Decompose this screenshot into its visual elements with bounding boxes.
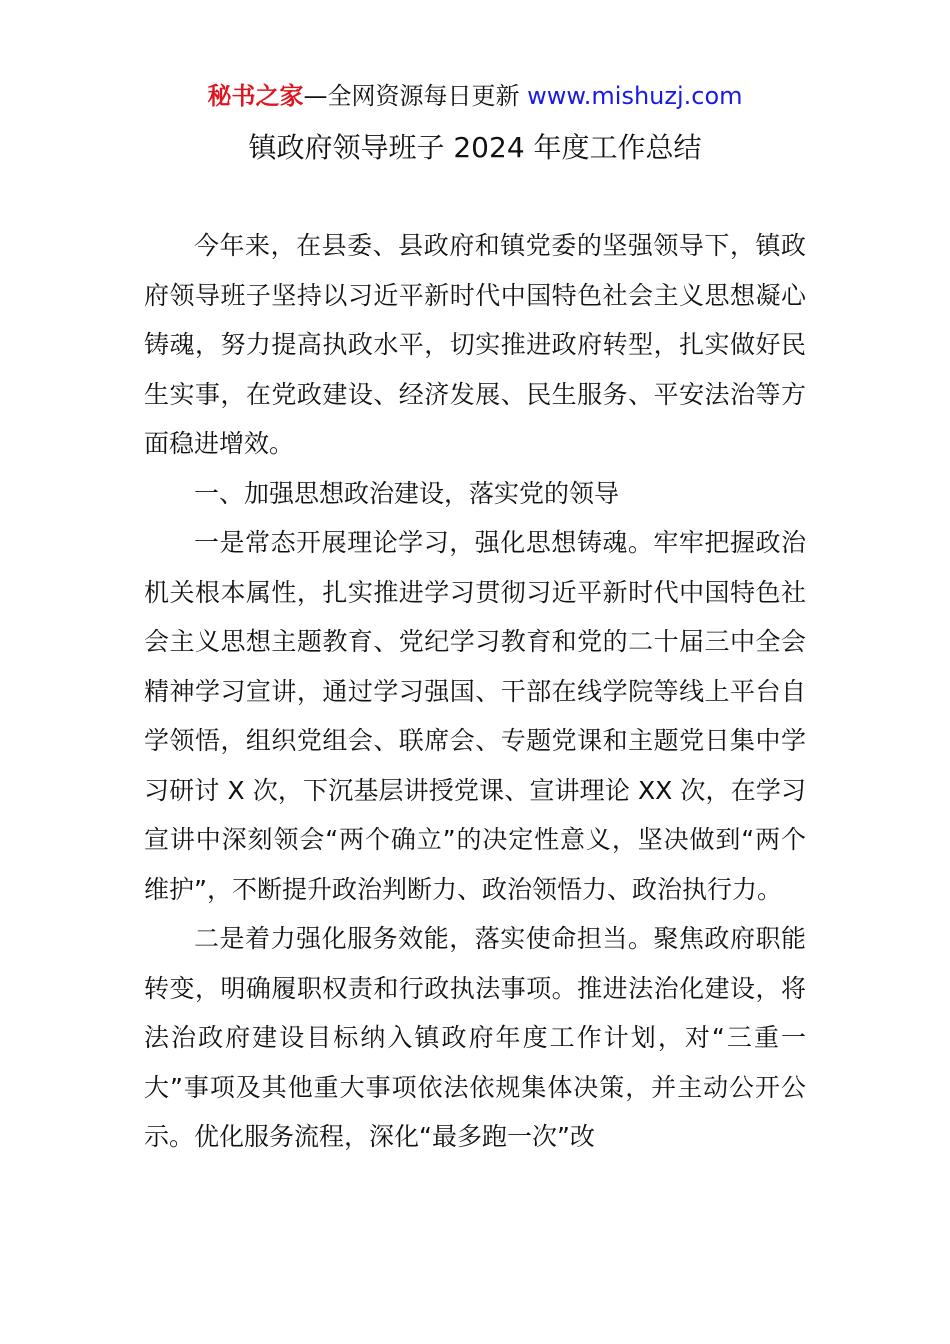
site-url-link[interactable]: www.mishuzj.com [519, 82, 743, 110]
section-heading: 一、加强思想政治建设，落实党的领导 [194, 478, 620, 508]
body-paragraph: 一是常态开展理论学习，强化思想铸魂。牢牢把握政治机关根本属性，扎实推进学习贯彻习近平新时代中国特色社会主义思想主题教育、党纪学习教育和党的二十届三中全会精神学习宣讲，通过学习强国、干部在线学院等线上平台自学领悟，组织党组会、联席会、专题党课和主题党日集中学习研讨 X 次，下沉基层讲授党课、宣讲理论 XX 次，在学习宣讲中深刻领会“两个确立”的决定性意义，坚决做到“两个维护”，不断提升政治判断力、政治领悟力、政治执行力。 [144, 528, 806, 904]
site-tagline: —全网资源每日更新 [303, 82, 520, 110]
document-body [144, 221, 806, 1162]
body-paragraph: 二是着力强化服务效能，落实使命担当。聚焦政府职能转变，明确履职权责和行政执法事项。推进法治化建设，将法治政府建设目标纳入镇政府年度工作计划，对“三重一大”事项及其他重大事项依法依规集体决策，并主动公开公示。优化服务流程，深化“最多跑一次”改 [144, 924, 806, 1151]
site-header [0, 80, 950, 112]
document-title: 镇政府领导班子 2024 年度工作总结 [248, 131, 702, 164]
intro-paragraph: 今年来，在县委、县政府和镇党委的坚强领导下，镇政府领导班子坚持以习近平新时代中国特色社会主义思想凝心铸魂，努力提高执政水平，切实推进政府转型，扎实做好民生实事，在党政建设、经济发展、民生服务、平安法治等方面稳进增效。 [144, 231, 806, 458]
brand-name: 秘书之家 [207, 82, 304, 110]
